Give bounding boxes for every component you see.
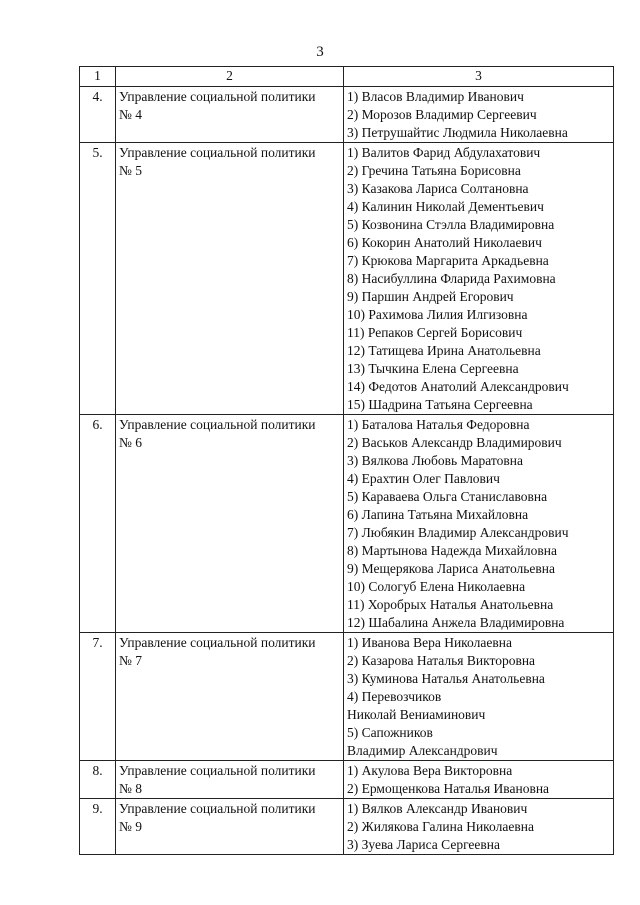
member-name: 7) Крюкова Маргарита Аркадьевна <box>347 253 549 268</box>
member-name: 2) Ермощенкова Наталья Ивановна <box>347 781 550 796</box>
page-number: 3 <box>316 44 324 60</box>
department-cell <box>116 633 344 761</box>
member-name: 3) Зуева Лариса Сергеевна <box>347 837 501 852</box>
member-name: 3) Казакова Лариса Солтановна <box>347 181 529 196</box>
members-cell <box>344 87 614 143</box>
member-name: 4) Калинин Николай Дементьевич <box>347 199 544 214</box>
member-name: 5) Козвонина Стэлла Владимировна <box>347 217 555 232</box>
member-name: 3) Куминова Наталья Анатольевна <box>347 671 545 686</box>
member-name: 1) Акулова Вера Викторовна <box>347 763 513 778</box>
department-name: Управление социальной политики <box>119 635 316 650</box>
member-name: 7) Любякин Владимир Александрович <box>347 525 569 540</box>
table-header-row <box>80 67 614 87</box>
table-row <box>80 415 614 633</box>
department-cell <box>116 761 344 799</box>
department-name: Управление социальной политики <box>119 763 316 778</box>
row-number: 7. <box>80 633 116 761</box>
table-row <box>80 87 614 143</box>
column-header-3: 3 <box>344 67 614 87</box>
department-name: Управление социальной политики <box>119 89 316 104</box>
member-name: 10) Сологуб Елена Николаевна <box>347 579 526 594</box>
department-cell <box>116 415 344 633</box>
members-cell <box>344 633 614 761</box>
department-number: № 7 <box>119 653 143 668</box>
member-name: 4) Перевозчиков <box>347 689 442 704</box>
department-cell <box>116 87 344 143</box>
member-name: 15) Шадрина Татьяна Сергеевна <box>347 397 533 412</box>
row-number: 8. <box>80 761 116 799</box>
member-name: 1) Иванова Вера Николаевна <box>347 635 512 650</box>
department-number: № 5 <box>119 163 143 178</box>
member-name: 2) Васьков Александр Владимирович <box>347 435 562 450</box>
member-name: 1) Вялков Александр Иванович <box>347 801 528 816</box>
table-row <box>80 143 614 415</box>
member-name: 2) Гречина Татьяна Борисовна <box>347 163 521 178</box>
member-name: 12) Шабалина Анжела Владимировна <box>347 615 565 630</box>
member-name: 6) Лапина Татьяна Михайловна <box>347 507 529 522</box>
members-cell <box>344 799 614 855</box>
member-name: 8) Насибуллина Фларида Рахимовна <box>347 271 556 286</box>
member-name: 11) Репаков Сергей Борисович <box>347 325 523 340</box>
member-name: Николай Вениаминович <box>347 707 486 722</box>
member-name: 3) Петрушайтис Людмила Николаевна <box>347 125 568 140</box>
member-name: 6) Кокорин Анатолий Николаевич <box>347 235 542 250</box>
member-name: 5) Караваева Ольга Станиславовна <box>347 489 548 504</box>
members-cell <box>344 415 614 633</box>
member-name: 14) Федотов Анатолий Александрович <box>347 379 569 394</box>
member-name: 13) Тычкина Елена Сергеевна <box>347 361 519 376</box>
member-name: 2) Жилякова Галина Николаевна <box>347 819 534 834</box>
department-number: № 9 <box>119 819 143 834</box>
department-name: Управление социальной политики <box>119 145 316 160</box>
row-number: 6. <box>80 415 116 633</box>
member-name: 1) Валитов Фарид Абдулахатович <box>347 145 541 160</box>
row-number: 9. <box>80 799 116 855</box>
members-cell <box>344 143 614 415</box>
table-row <box>80 633 614 761</box>
members-cell <box>344 761 614 799</box>
row-number: 5. <box>80 143 116 415</box>
department-name: Управление социальной политики <box>119 801 316 816</box>
member-name: 11) Хоробрых Наталья Анатольевна <box>347 597 554 612</box>
member-name: 3) Вялкова Любовь Маратовна <box>347 453 523 468</box>
member-name: 8) Мартынова Надежда Михайловна <box>347 543 557 558</box>
member-name: 1) Власов Владимир Иванович <box>347 89 524 104</box>
member-name: 5) Сапожников <box>347 725 433 740</box>
member-name: 9) Мещерякова Лариса Анатольевна <box>347 561 556 576</box>
column-header-2: 2 <box>116 67 344 87</box>
table-row <box>80 761 614 799</box>
department-name: Управление социальной политики <box>119 417 316 432</box>
member-name: Владимир Александрович <box>347 743 498 758</box>
member-name: 2) Казарова Наталья Викторовна <box>347 653 536 668</box>
member-name: 1) Баталова Наталья Федоровна <box>347 417 530 432</box>
department-number: № 8 <box>119 781 143 796</box>
member-name: 4) Ерахтин Олег Павлович <box>347 471 500 486</box>
member-name: 12) Татищева Ирина Анатольевна <box>347 343 541 358</box>
department-cell <box>116 799 344 855</box>
member-name: 10) Рахимова Лилия Илгизовна <box>347 307 528 322</box>
members-table <box>79 66 614 855</box>
table-row <box>80 799 614 855</box>
member-name: 9) Паршин Андрей Егорович <box>347 289 514 304</box>
column-header-1: 1 <box>80 67 116 87</box>
department-number: № 4 <box>119 107 143 122</box>
department-cell <box>116 143 344 415</box>
department-number: № 6 <box>119 435 143 450</box>
member-name: 2) Морозов Владимир Сергеевич <box>347 107 537 122</box>
row-number: 4. <box>80 87 116 143</box>
